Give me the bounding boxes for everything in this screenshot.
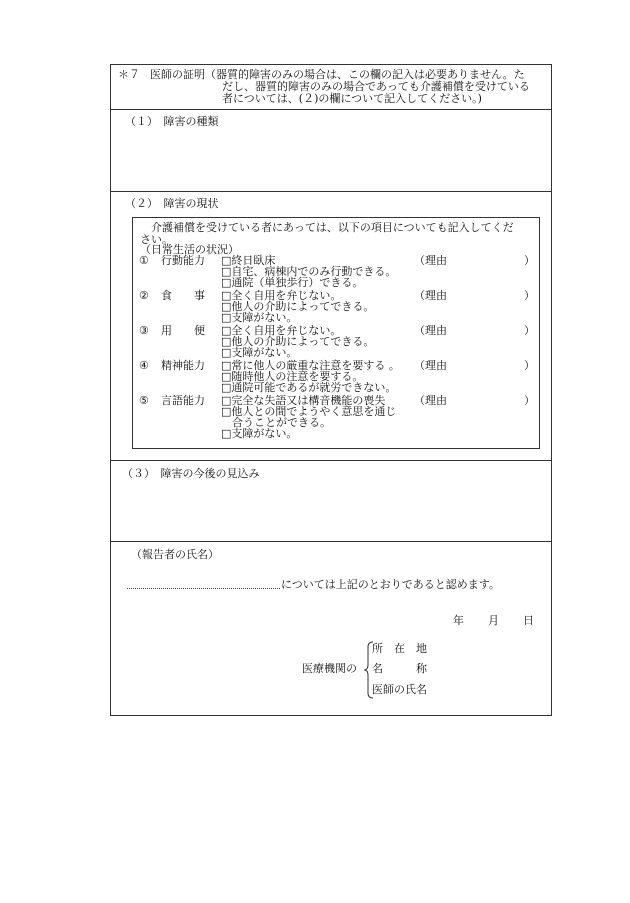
- option-checkbox[interactable]: □支障がない。: [221, 346, 298, 359]
- option-checkbox[interactable]: □支障がない。: [221, 311, 298, 324]
- certify-text: については上記のとおりであると認めます。: [281, 578, 500, 591]
- part3-answer-area[interactable]: [112, 482, 550, 538]
- item-name: 食 事: [161, 289, 205, 302]
- option-checkbox[interactable]: □全く自用を弁じない。: [221, 289, 342, 302]
- option-checkbox[interactable]: □他人の介助によってできる。: [221, 300, 375, 313]
- option-checkbox[interactable]: □自宅、病棟内でのみ行動できる。: [221, 265, 397, 278]
- item-name: 用 便: [161, 324, 205, 337]
- intro-line-1: 介護補償を受けている者にあっては、以下の項目についても記入してくだ: [140, 221, 514, 234]
- part1-label: （１） 障害の種類: [125, 115, 219, 128]
- part3-label: （３） 障害の今後の見込み: [122, 467, 260, 480]
- item-name: 精神能力: [161, 359, 205, 372]
- note-line-1: （器質的障害のみの場合は、この欄の記入は必要ありません。た: [205, 68, 525, 81]
- daily-life-heading: （日常生活の状況）: [140, 243, 239, 256]
- item-number: ④: [139, 359, 149, 372]
- field-address: 所 在 地: [372, 642, 427, 655]
- item-name: 言語能力: [161, 394, 205, 407]
- reason-close: ）: [524, 324, 535, 337]
- reporter-name-line[interactable]: [127, 588, 280, 589]
- option-checkbox[interactable]: □支障がない。: [221, 427, 298, 440]
- divider: [110, 460, 552, 461]
- part1-answer-area[interactable]: [112, 130, 550, 188]
- option-checkbox[interactable]: □全く自用を弁じない。: [221, 324, 342, 337]
- date-month: 月: [488, 614, 499, 627]
- item-name: 行動能力: [161, 254, 205, 267]
- date-day: 日: [523, 614, 534, 627]
- item-number: ⑤: [139, 394, 149, 407]
- reason-close: ）: [524, 359, 535, 372]
- item-number: ②: [139, 289, 149, 302]
- item-number: ③: [139, 324, 149, 337]
- option-continuation: 合うことができる。: [221, 416, 331, 429]
- option-checkbox[interactable]: □通院可能であるが就労できない。: [221, 381, 397, 394]
- note-line-2: だし、器質的障害のみの場合であっても介護補償を受けている: [222, 80, 530, 93]
- date-year: 年: [453, 614, 464, 627]
- note-line-3: 者については、(２)の欄について記入してください。): [222, 92, 482, 105]
- institution-label: 医療機関の: [302, 662, 357, 675]
- option-checkbox[interactable]: □完全な失語又は構音機能の喪失: [221, 394, 386, 407]
- option-checkbox[interactable]: □随時他人の注意を要する。: [221, 370, 364, 383]
- reason-label: （理由: [414, 254, 447, 267]
- option-checkbox[interactable]: □他人との間でようやく意思を通じ: [221, 405, 397, 418]
- part2-label: （２） 障害の現状: [125, 197, 219, 210]
- reason-label: （理由: [414, 289, 447, 302]
- reason-close: ）: [524, 394, 535, 407]
- reason-close: ）: [524, 289, 535, 302]
- option-checkbox[interactable]: □他人の介助によってできる。: [221, 335, 375, 348]
- intro-line-2: さい。: [140, 233, 173, 246]
- reporter-label: （報告者の氏名）: [131, 548, 219, 561]
- option-checkbox[interactable]: □通院（単独歩行）できる。: [221, 276, 364, 289]
- divider: [110, 109, 552, 110]
- option-checkbox[interactable]: □常に他人の厳重な注意を要する 。: [221, 359, 400, 372]
- option-checkbox[interactable]: □終日臥床: [221, 254, 276, 267]
- field-name: 名 称: [372, 662, 427, 675]
- divider: [110, 541, 552, 542]
- divider: [110, 191, 552, 192]
- reason-close: ）: [524, 254, 535, 267]
- field-doctor-name: 医師の氏名: [372, 683, 427, 696]
- reason-label: （理由: [414, 359, 447, 372]
- reason-label: （理由: [414, 324, 447, 337]
- item-number: ①: [139, 254, 149, 267]
- reason-label: （理由: [414, 394, 447, 407]
- section-mark: ＊７: [118, 68, 140, 81]
- section-title: 医師の証明: [150, 68, 205, 81]
